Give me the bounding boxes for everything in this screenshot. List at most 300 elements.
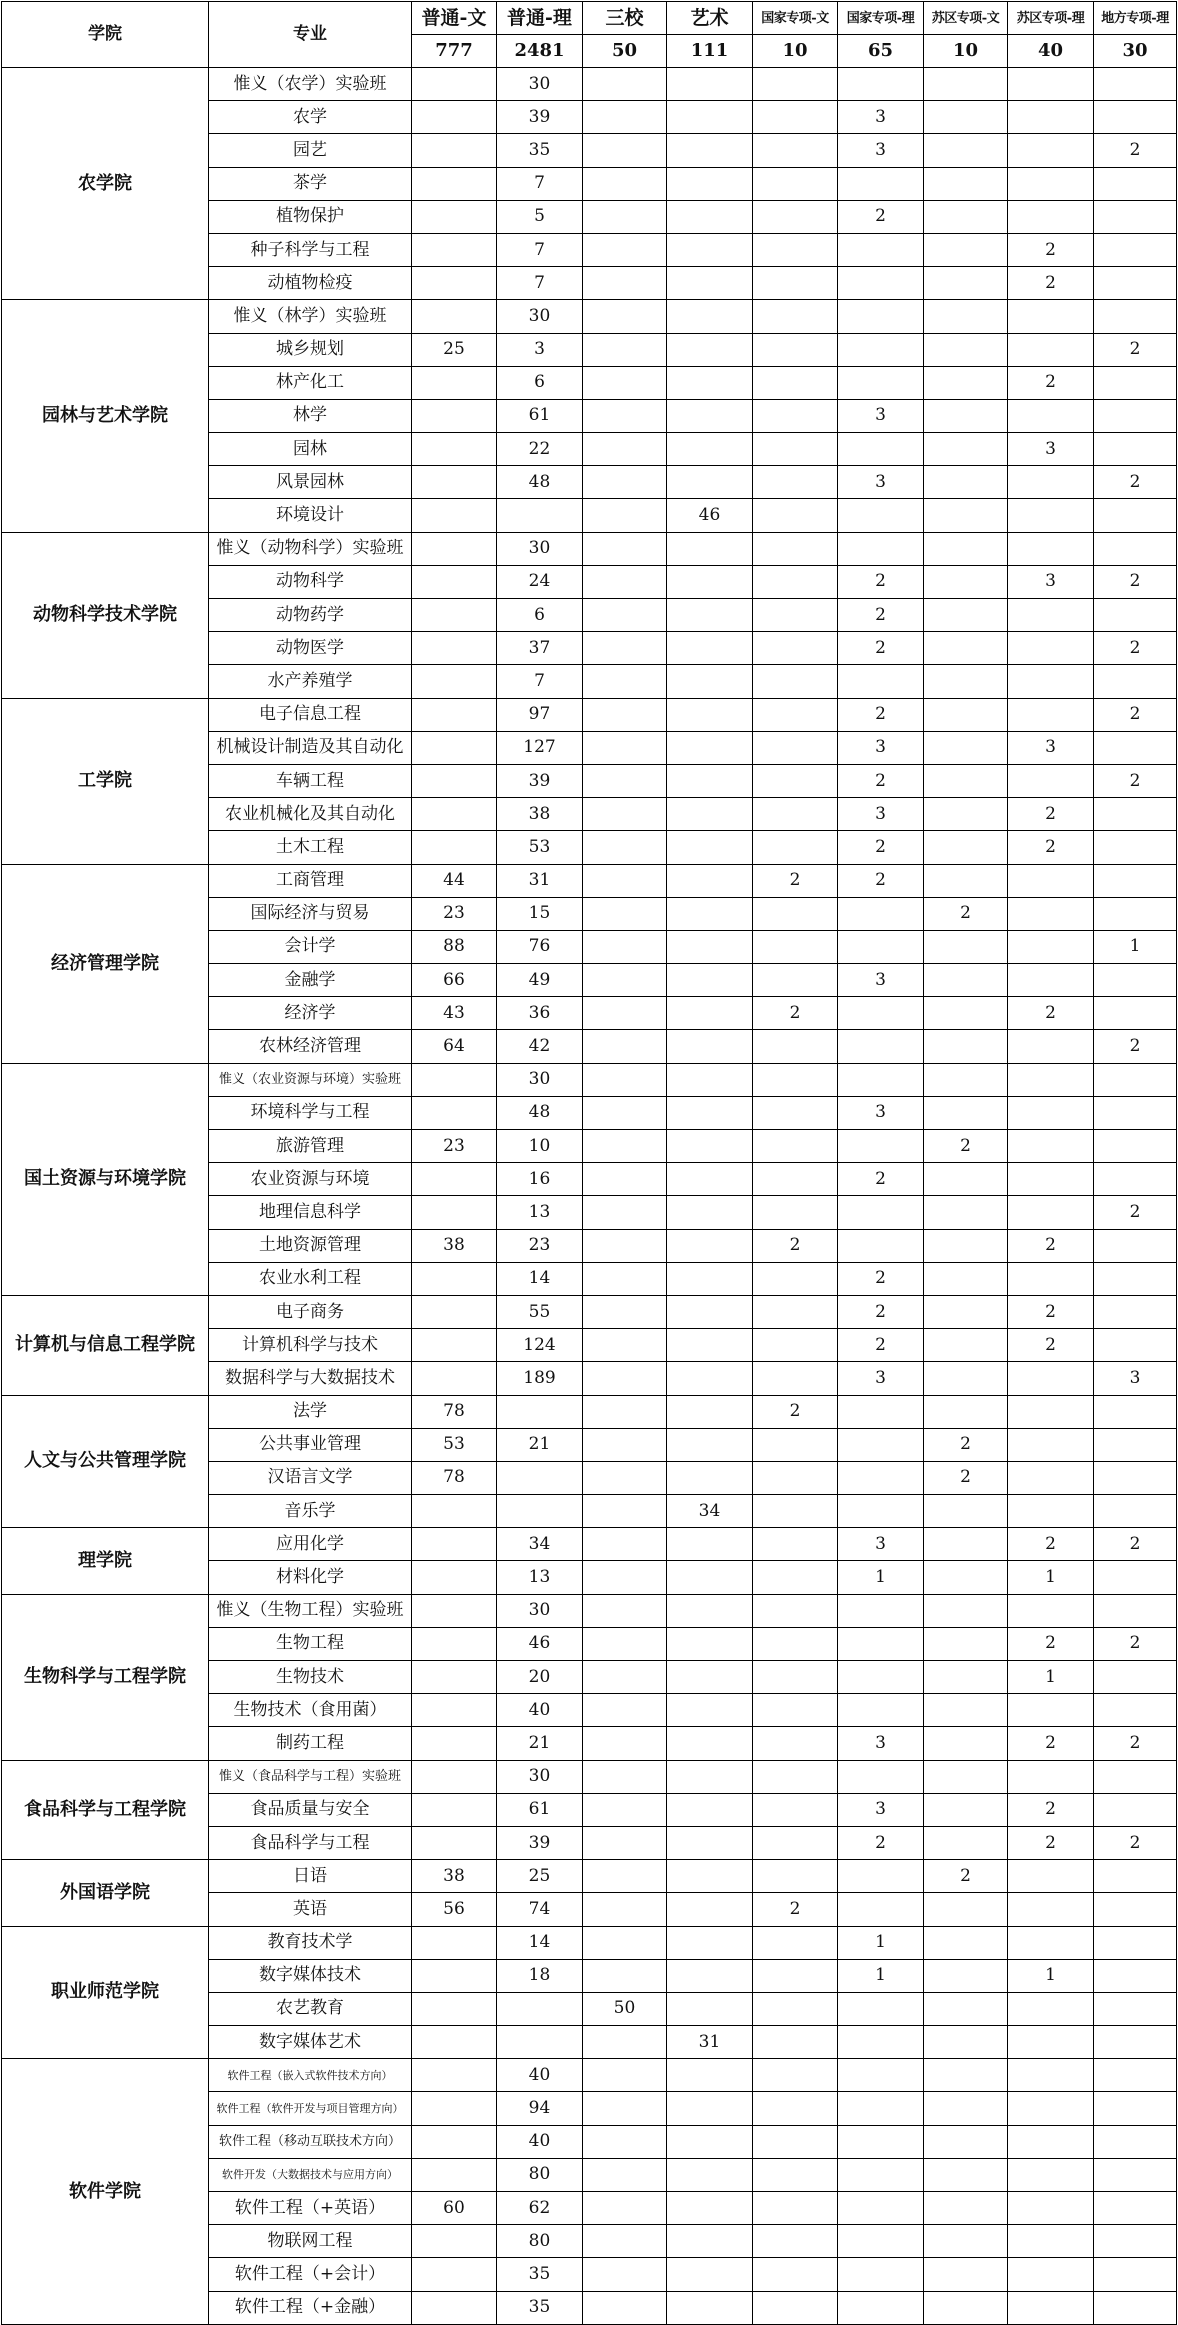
quota-cell: [412, 565, 497, 598]
quota-cell: [1008, 665, 1094, 698]
quota-cell: [412, 2026, 497, 2059]
quota-cell: [667, 1594, 753, 1627]
major-name: 软件工程（嵌入式软件技术方向）: [209, 2059, 412, 2092]
major-name: 会计学: [209, 930, 412, 963]
quota-cell: [924, 1760, 1008, 1793]
college-name: 国土资源与环境学院: [2, 1063, 209, 1295]
quota-cell: [412, 698, 497, 731]
quota-cell: [1008, 1428, 1094, 1461]
table-row: [2, 698, 1177, 731]
major-name: 园林: [209, 433, 412, 466]
quota-cell: [497, 1461, 583, 1494]
quota-cell: 2: [1094, 1627, 1177, 1660]
quota-cell: [838, 2225, 924, 2258]
quota-cell: [924, 1727, 1008, 1760]
quota-cell: [1094, 1959, 1177, 1992]
quota-cell: [583, 930, 667, 963]
quota-cell: [583, 1063, 667, 1096]
quota-cell: [667, 2059, 753, 2092]
college-name: 软件学院: [2, 2059, 209, 2325]
quota-cell: [924, 167, 1008, 200]
quota-cell: [583, 897, 667, 930]
quota-cell: [753, 167, 838, 200]
quota-cell: 2: [838, 1329, 924, 1362]
quota-cell: 2: [1008, 233, 1094, 266]
quota-cell: [1008, 1196, 1094, 1229]
major-name: 农业水利工程: [209, 1262, 412, 1295]
quota-cell: [1094, 1329, 1177, 1362]
quota-cell: [924, 2192, 1008, 2225]
quota-cell: [753, 1926, 838, 1959]
quota-cell: 3: [838, 798, 924, 831]
quota-cell: [667, 2225, 753, 2258]
quota-cell: [924, 300, 1008, 333]
quota-cell: [753, 565, 838, 598]
quota-cell: [753, 1860, 838, 1893]
quota-cell: 2: [838, 565, 924, 598]
quota-cell: [412, 399, 497, 432]
quota-cell: [1008, 1461, 1094, 1494]
quota-cell: 3: [838, 1528, 924, 1561]
quota-cell: [753, 632, 838, 665]
quota-cell: [667, 1959, 753, 1992]
quota-cell: [412, 1262, 497, 1295]
quota-cell: [412, 2059, 497, 2092]
column-header: 三校: [583, 2, 667, 35]
major-name: 惟义（林学）实验班: [209, 300, 412, 333]
quota-cell: [1008, 1860, 1094, 1893]
quota-cell: 34: [667, 1495, 753, 1528]
quota-cell: [1094, 1793, 1177, 1826]
quota-cell: 39: [497, 101, 583, 134]
quota-cell: [412, 101, 497, 134]
quota-cell: [1008, 2291, 1094, 2324]
quota-cell: [1008, 2059, 1094, 2092]
quota-cell: [753, 599, 838, 632]
quota-cell: 2: [753, 1395, 838, 1428]
quota-cell: 56: [412, 1893, 497, 1926]
quota-cell: 3: [497, 333, 583, 366]
quota-cell: [667, 964, 753, 997]
quota-cell: [753, 831, 838, 864]
quota-cell: [1094, 399, 1177, 432]
quota-cell: [753, 333, 838, 366]
quota-cell: 15: [497, 897, 583, 930]
quota-cell: 30: [497, 300, 583, 333]
quota-cell: [583, 366, 667, 399]
quota-cell: [753, 1793, 838, 1826]
quota-cell: [667, 1528, 753, 1561]
quota-cell: [924, 565, 1008, 598]
major-name: 经济学: [209, 997, 412, 1030]
column-total: 10: [753, 35, 838, 68]
quota-cell: [583, 300, 667, 333]
quota-cell: 14: [497, 1926, 583, 1959]
quota-cell: [1008, 897, 1094, 930]
quota-cell: [667, 1760, 753, 1793]
quota-cell: [924, 1395, 1008, 1428]
quota-cell: [1008, 632, 1094, 665]
quota-cell: 18: [497, 1959, 583, 1992]
quota-cell: 61: [497, 399, 583, 432]
quota-cell: 6: [497, 366, 583, 399]
quota-cell: [583, 864, 667, 897]
quota-cell: [838, 1893, 924, 1926]
major-name: 食品质量与安全: [209, 1793, 412, 1826]
quota-cell: [583, 1661, 667, 1694]
quota-cell: 1: [1008, 1661, 1094, 1694]
quota-cell: [924, 1063, 1008, 1096]
quota-cell: 43: [412, 997, 497, 1030]
quota-cell: [753, 233, 838, 266]
quota-cell: 25: [412, 333, 497, 366]
major-name: 英语: [209, 1893, 412, 1926]
quota-cell: [412, 2291, 497, 2324]
quota-cell: [924, 2059, 1008, 2092]
major-name: 农业资源与环境: [209, 1163, 412, 1196]
quota-cell: [1094, 1130, 1177, 1163]
table-row: [2, 1395, 1177, 1428]
quota-cell: 36: [497, 997, 583, 1030]
quota-cell: [667, 1627, 753, 1660]
quota-cell: [583, 1229, 667, 1262]
quota-cell: [583, 2059, 667, 2092]
quota-cell: [412, 200, 497, 233]
quota-cell: [583, 499, 667, 532]
quota-cell: [838, 930, 924, 963]
quota-cell: [412, 1096, 497, 1129]
quota-cell: [753, 267, 838, 300]
quota-cell: [838, 433, 924, 466]
quota-cell: [412, 665, 497, 698]
quota-cell: 25: [497, 1860, 583, 1893]
quota-cell: 2: [1094, 134, 1177, 167]
quota-cell: 5: [497, 200, 583, 233]
quota-cell: 49: [497, 964, 583, 997]
quota-cell: [1094, 1893, 1177, 1926]
college-name: 计算机与信息工程学院: [2, 1295, 209, 1395]
quota-cell: 3: [1008, 433, 1094, 466]
quota-cell: [838, 897, 924, 930]
quota-cell: 62: [497, 2192, 583, 2225]
quota-cell: [924, 466, 1008, 499]
quota-cell: [1094, 1561, 1177, 1594]
quota-cell: [924, 399, 1008, 432]
column-total: 50: [583, 35, 667, 68]
column-total: 65: [838, 35, 924, 68]
header-row: [2, 2, 1177, 35]
quota-cell: 76: [497, 930, 583, 963]
quota-cell: 80: [497, 2158, 583, 2191]
quota-cell: [1008, 399, 1094, 432]
quota-cell: [924, 1262, 1008, 1295]
college-name: 生物科学与工程学院: [2, 1594, 209, 1760]
quota-cell: [924, 2258, 1008, 2291]
quota-cell: 30: [497, 1760, 583, 1793]
quota-cell: [497, 2026, 583, 2059]
quota-cell: [753, 200, 838, 233]
major-name: 茶学: [209, 167, 412, 200]
quota-cell: [924, 798, 1008, 831]
major-name: 食品科学与工程: [209, 1826, 412, 1859]
quota-cell: [753, 764, 838, 797]
quota-cell: [583, 2225, 667, 2258]
quota-cell: 2: [838, 632, 924, 665]
quota-cell: [1008, 134, 1094, 167]
quota-cell: [924, 499, 1008, 532]
quota-cell: 189: [497, 1362, 583, 1395]
quota-cell: [753, 1495, 838, 1528]
quota-cell: [667, 300, 753, 333]
quota-cell: [1094, 68, 1177, 101]
quota-cell: [1094, 1096, 1177, 1129]
quota-cell: [583, 2192, 667, 2225]
quota-cell: [412, 1495, 497, 1528]
quota-cell: 2: [1008, 1727, 1094, 1760]
quota-cell: 48: [497, 1096, 583, 1129]
quota-cell: [583, 200, 667, 233]
quota-cell: [583, 68, 667, 101]
major-name: 农学: [209, 101, 412, 134]
quota-cell: 2: [924, 897, 1008, 930]
quota-cell: 2: [1094, 1528, 1177, 1561]
quota-cell: [667, 599, 753, 632]
quota-cell: [1008, 1760, 1094, 1793]
quota-cell: [412, 1727, 497, 1760]
quota-cell: [1094, 2158, 1177, 2191]
quota-cell: [1008, 200, 1094, 233]
quota-cell: [1094, 599, 1177, 632]
quota-cell: [753, 2258, 838, 2291]
quota-cell: 74: [497, 1893, 583, 1926]
quota-cell: [753, 1428, 838, 1461]
quota-cell: [1094, 433, 1177, 466]
quota-cell: [667, 930, 753, 963]
quota-cell: [838, 1196, 924, 1229]
major-name: 林学: [209, 399, 412, 432]
table-row: [2, 1594, 1177, 1627]
quota-cell: 66: [412, 964, 497, 997]
quota-cell: [753, 134, 838, 167]
quota-cell: [1094, 2059, 1177, 2092]
quota-cell: [412, 499, 497, 532]
quota-cell: [583, 1295, 667, 1328]
quota-cell: [1008, 1130, 1094, 1163]
quota-cell: [753, 2225, 838, 2258]
quota-cell: [412, 1627, 497, 1660]
quota-cell: [1008, 1495, 1094, 1528]
quota-cell: 35: [497, 2258, 583, 2291]
quota-cell: 30: [497, 532, 583, 565]
quota-cell: [838, 1395, 924, 1428]
table-row: [2, 864, 1177, 897]
quota-cell: [1008, 1262, 1094, 1295]
quota-cell: [753, 964, 838, 997]
quota-cell: [412, 2225, 497, 2258]
quota-cell: [1094, 2092, 1177, 2125]
quota-cell: [924, 333, 1008, 366]
quota-cell: [667, 1992, 753, 2025]
quota-cell: [667, 731, 753, 764]
quota-cell: [924, 101, 1008, 134]
major-name: 土木工程: [209, 831, 412, 864]
quota-cell: [583, 1428, 667, 1461]
quota-cell: 94: [497, 2092, 583, 2125]
quota-cell: [583, 1694, 667, 1727]
major-name: 园艺: [209, 134, 412, 167]
quota-cell: 88: [412, 930, 497, 963]
quota-cell: [838, 68, 924, 101]
quota-cell: 40: [497, 2059, 583, 2092]
quota-cell: [583, 599, 667, 632]
quota-cell: 2: [1008, 1627, 1094, 1660]
quota-cell: [1094, 964, 1177, 997]
quota-cell: [583, 831, 667, 864]
college-name: 经济管理学院: [2, 864, 209, 1063]
quota-cell: 78: [412, 1395, 497, 1428]
quota-cell: [583, 2158, 667, 2191]
quota-cell: 53: [412, 1428, 497, 1461]
quota-cell: 61: [497, 1793, 583, 1826]
quota-cell: [412, 1163, 497, 1196]
quota-cell: [497, 499, 583, 532]
quota-cell: [753, 1362, 838, 1395]
quota-cell: [924, 433, 1008, 466]
quota-cell: [924, 1096, 1008, 1129]
quota-cell: 13: [497, 1196, 583, 1229]
major-name: 生物工程: [209, 1627, 412, 1660]
quota-cell: [753, 1063, 838, 1096]
quota-cell: [1008, 101, 1094, 134]
major-name: 数字媒体技术: [209, 1959, 412, 1992]
quota-cell: 2: [753, 1893, 838, 1926]
quota-cell: [583, 1727, 667, 1760]
quota-cell: [583, 2092, 667, 2125]
quota-cell: 2: [838, 764, 924, 797]
quota-cell: [1094, 1395, 1177, 1428]
quota-cell: [924, 1495, 1008, 1528]
quota-cell: [1008, 499, 1094, 532]
quota-cell: [412, 1329, 497, 1362]
quota-cell: [412, 267, 497, 300]
quota-cell: [924, 2026, 1008, 2059]
quota-cell: [1008, 2158, 1094, 2191]
quota-cell: 3: [1008, 731, 1094, 764]
quota-cell: [753, 698, 838, 731]
quota-cell: [838, 300, 924, 333]
quota-cell: [924, 200, 1008, 233]
quota-cell: [667, 1362, 753, 1395]
quota-cell: [753, 532, 838, 565]
quota-cell: [583, 632, 667, 665]
quota-cell: 124: [497, 1329, 583, 1362]
quota-cell: [583, 1461, 667, 1494]
column-header: 地方专项-理: [1094, 2, 1177, 35]
quota-cell: [667, 997, 753, 1030]
quota-cell: [1094, 1661, 1177, 1694]
quota-cell: [924, 2291, 1008, 2324]
quota-cell: [1094, 1295, 1177, 1328]
quota-cell: [667, 1262, 753, 1295]
quota-cell: 23: [412, 1130, 497, 1163]
quota-cell: [924, 1528, 1008, 1561]
quota-cell: 2: [753, 997, 838, 1030]
quota-cell: 3: [1008, 565, 1094, 598]
quota-cell: [583, 1793, 667, 1826]
quota-cell: [583, 233, 667, 266]
quota-cell: [838, 167, 924, 200]
quota-cell: [1094, 2125, 1177, 2158]
column-header: 国家专项-理: [838, 2, 924, 35]
quota-cell: 2: [838, 1295, 924, 1328]
quota-cell: 2: [838, 1826, 924, 1859]
quota-cell: 23: [497, 1229, 583, 1262]
major-name: 动物科学: [209, 565, 412, 598]
quota-cell: [753, 433, 838, 466]
quota-cell: [412, 632, 497, 665]
major-name: 农业机械化及其自动化: [209, 798, 412, 831]
quota-cell: [838, 2059, 924, 2092]
quota-cell: [1008, 2258, 1094, 2291]
quota-cell: [753, 101, 838, 134]
quota-cell: [924, 1627, 1008, 1660]
quota-cell: [1008, 68, 1094, 101]
major-name: 软件工程（+英语）: [209, 2192, 412, 2225]
major-name: 国际经济与贸易: [209, 897, 412, 930]
quota-cell: [753, 1561, 838, 1594]
quota-cell: [1008, 698, 1094, 731]
quota-cell: 30: [497, 1594, 583, 1627]
quota-cell: 7: [497, 665, 583, 698]
quota-cell: [1008, 1030, 1094, 1063]
quota-cell: [667, 1561, 753, 1594]
quota-cell: 2: [1008, 1826, 1094, 1859]
quota-cell: [924, 698, 1008, 731]
quota-cell: [1094, 200, 1177, 233]
quota-cell: 2: [1008, 1229, 1094, 1262]
quota-cell: [924, 997, 1008, 1030]
quota-cell: [667, 1826, 753, 1859]
major-name: 旅游管理: [209, 1130, 412, 1163]
quota-cell: [667, 2125, 753, 2158]
table-row: [2, 1063, 1177, 1096]
quota-cell: [412, 1528, 497, 1561]
quota-cell: 2: [1094, 632, 1177, 665]
major-name: 软件开发（大数据技术与应用方向）: [209, 2158, 412, 2191]
quota-cell: [412, 1992, 497, 2025]
table-row: [2, 1926, 1177, 1959]
table-row: [2, 2059, 1177, 2092]
quota-cell: [924, 267, 1008, 300]
quota-cell: [667, 2258, 753, 2291]
quota-cell: [1008, 2092, 1094, 2125]
quota-cell: [753, 1262, 838, 1295]
quota-cell: [753, 2092, 838, 2125]
college-name: 工学院: [2, 698, 209, 864]
quota-cell: [667, 798, 753, 831]
quota-cell: [583, 333, 667, 366]
quota-cell: 1: [838, 1561, 924, 1594]
quota-cell: 2: [1008, 1295, 1094, 1328]
quota-cell: [924, 831, 1008, 864]
quota-cell: [1094, 731, 1177, 764]
quota-cell: [753, 1196, 838, 1229]
quota-cell: 6: [497, 599, 583, 632]
major-name: 物联网工程: [209, 2225, 412, 2258]
quota-cell: [583, 565, 667, 598]
quota-cell: [924, 599, 1008, 632]
quota-cell: [583, 1561, 667, 1594]
